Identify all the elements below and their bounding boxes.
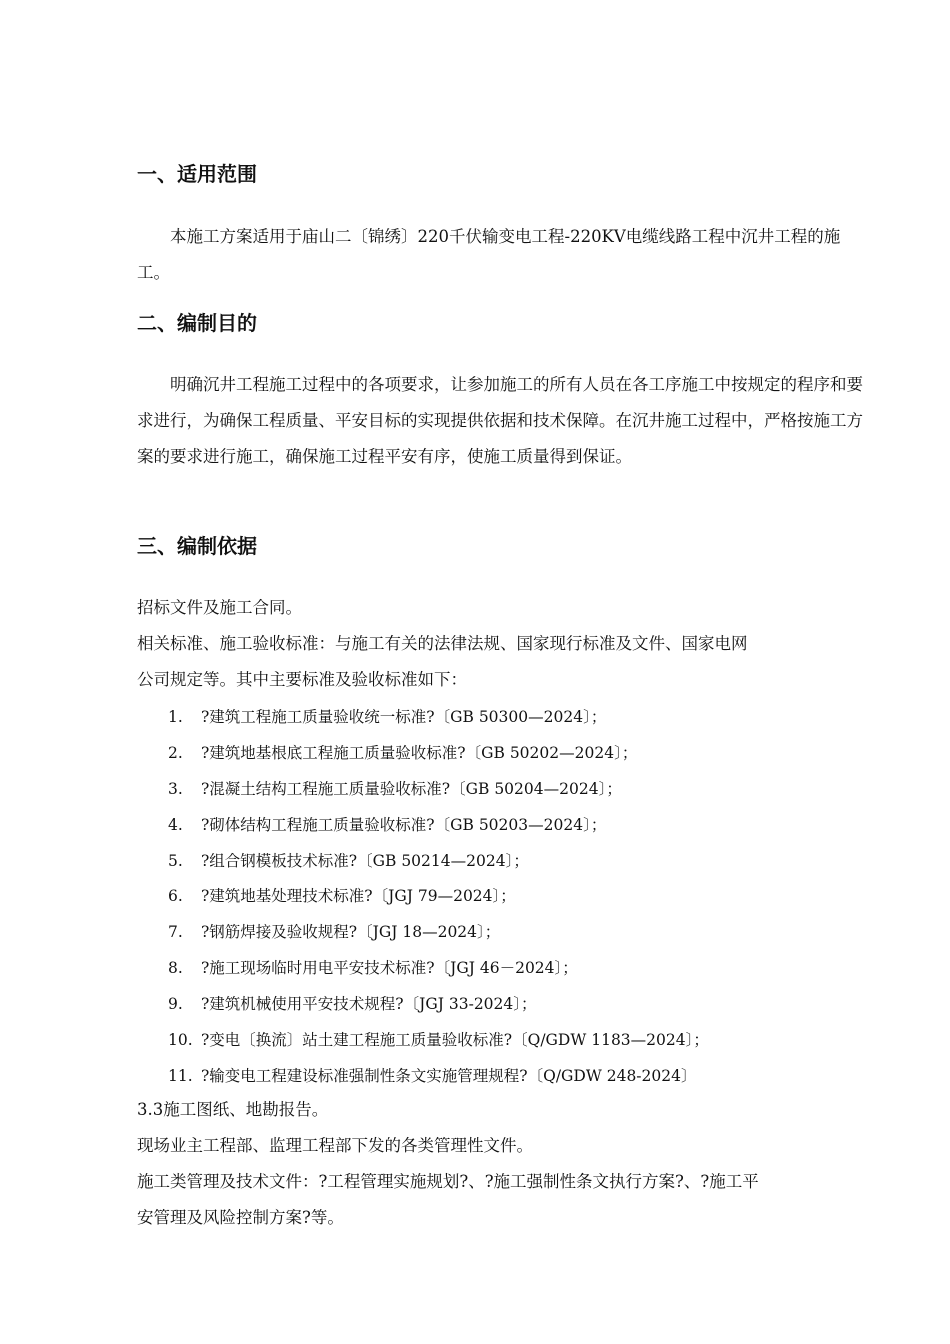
list-item-text: ?钢筋焊接及验收规程?〔JGJ 18—2024〕； (201, 923, 501, 942)
section-heading-scope: 一、适用范围 (137, 162, 257, 186)
list-item-number: 1. (168, 708, 183, 726)
list-item-text: ?砌体结构工程施工质量验收标准?〔GB 50203—2024〕； (201, 815, 607, 834)
list-item (168, 884, 709, 920)
list-item (168, 992, 709, 1028)
list-item (168, 1028, 709, 1064)
list-item-number: 3. (168, 779, 183, 798)
list-item (168, 741, 709, 777)
basis-tech-docs-line-1: 施工类管理及技术文件：?工程管理实施规划?、?施工强制性条文执行方案?、?施工平 (137, 1172, 759, 1191)
basis-tech-docs-line-2: 安管理及风险控制方案?等。 (137, 1208, 344, 1227)
list-item-text: ?建筑工程施工质量验收统一标准?〔GB 50300—2024〕； (201, 708, 607, 726)
basis-standards-intro-line-1: 相关标准、施工验收标准：与施工有关的法律法规、国家现行标准及文件、国家电网 (137, 634, 748, 653)
list-item (168, 920, 709, 956)
list-item-number: 8. (168, 959, 183, 978)
list-item-text: ?建筑地基根底工程施工质量验收标准?〔GB 50202—2024〕； (201, 743, 638, 762)
scope-paragraph: 本施工方案适用于庙山二〔锦绣〕220千伏输变电工程-220KV电缆线路工程中沉井工程的施工。 (137, 227, 841, 282)
list-item-number: 6. (168, 887, 183, 906)
list-item-text: ?组合钢模板技术标准?〔GB 50214—2024〕； (201, 851, 529, 870)
list-item-text: ?建筑机械使用平安技术规程?〔JGJ 33-2024〕； (201, 995, 537, 1014)
list-item (168, 705, 709, 741)
list-item-number: 9. (168, 995, 183, 1014)
list-item-text: ?变电〔换流〕站土建工程施工质量验收标准?〔Q/GDW 1183—2024〕； (201, 1031, 709, 1050)
list-item (168, 813, 709, 849)
section-heading-purpose: 二、编制目的 (137, 311, 257, 335)
list-item-number: 7. (168, 923, 183, 942)
section-heading-basis: 三、编制依据 (137, 534, 257, 558)
purpose-paragraph: 明确沉井工程施工过程中的各项要求，让参加施工的所有人员在各工序施工中按规定的程序和要求进行，为确保工程质量、平安目标的实现提供依据和技术保障。在沉井施工过程中，严格按施工方案的要求进行施工，确保施工过程平安有序，使施工质量得到保证。 (137, 375, 863, 466)
list-item (168, 1064, 709, 1100)
basis-site-docs-line: 现场业主工程部、监理工程部下发的各类管理性文件。 (137, 1136, 533, 1155)
list-item-number: 4. (168, 815, 183, 834)
list-item-number: 10. (168, 1031, 193, 1050)
list-item-number: 11. (168, 1066, 193, 1085)
standards-list (168, 705, 709, 1100)
list-item-text: ?混凝土结构工程施工质量验收标准?〔GB 50204—2024〕； (201, 779, 622, 798)
list-item-text: ?施工现场临时用电平安技术标准?〔JGJ 46－2024〕； (201, 959, 578, 978)
list-item (168, 956, 709, 992)
basis-standards-intro-line-2: 公司规定等。其中主要标准及验收标准如下： (137, 670, 467, 689)
list-item-text: ?输变电工程建设标准强制性条文实施管理规程?〔Q/GDW 248-2024〕 (201, 1066, 697, 1085)
list-item-number: 5. (168, 851, 183, 870)
list-item (168, 777, 709, 813)
list-item (168, 849, 709, 885)
list-item-number: 2. (168, 743, 183, 762)
basis-tender-line: 招标文件及施工合同。 (137, 598, 302, 617)
list-item-text: ?建筑地基处理技术标准?〔JGJ 79—2024〕； (201, 887, 516, 906)
basis-drawings-line: 3.3施工图纸、地勘报告。 (137, 1100, 329, 1119)
